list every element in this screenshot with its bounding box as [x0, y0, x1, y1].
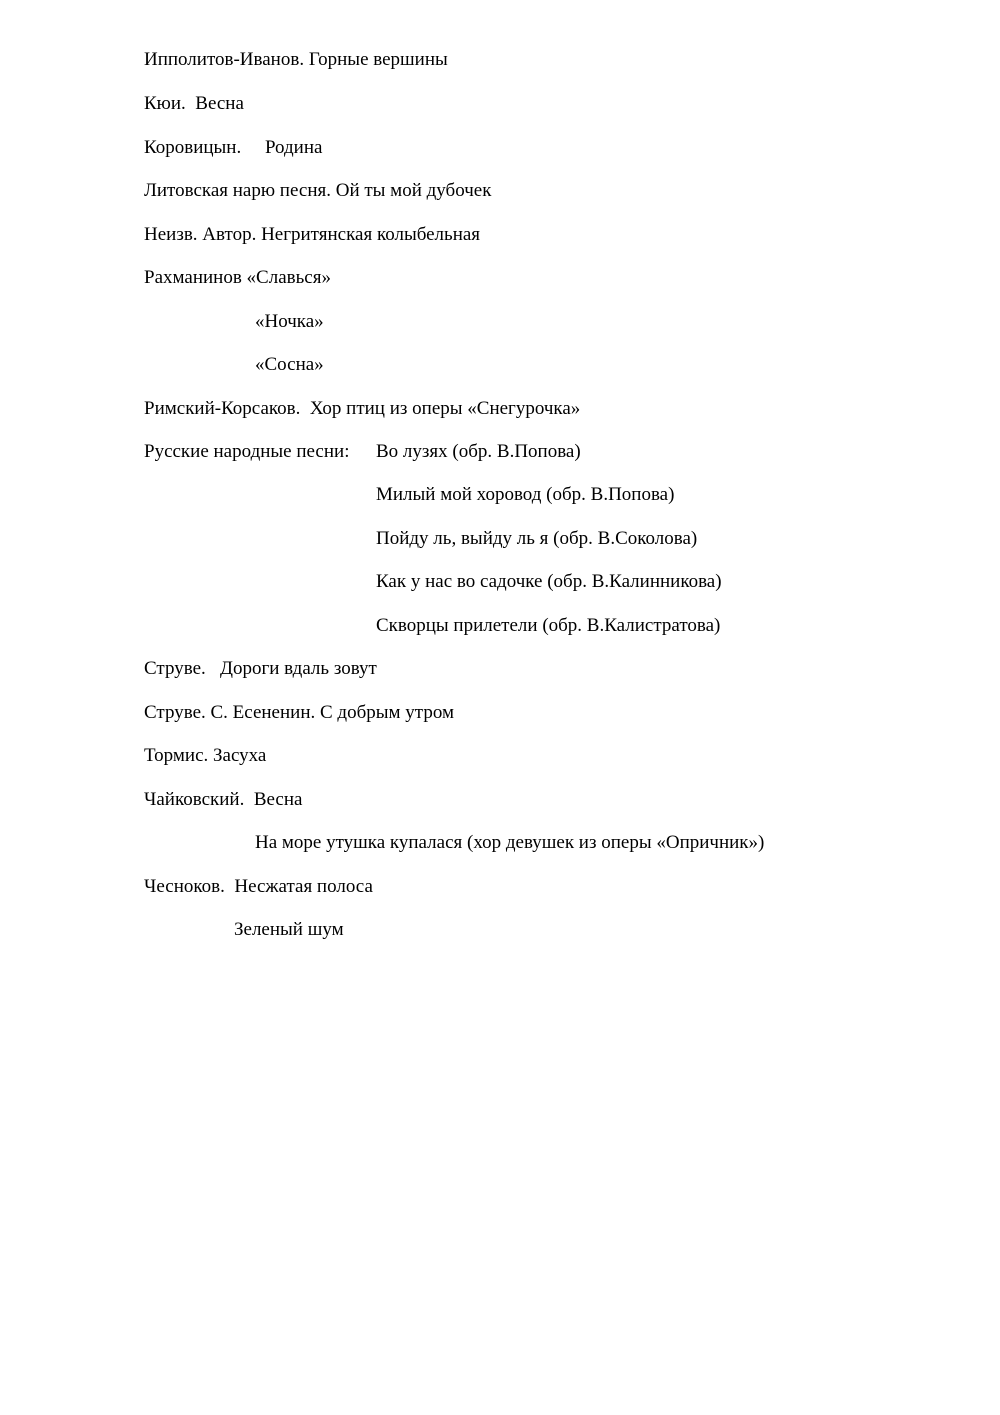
text-line: Чайковский. Весна	[144, 789, 303, 810]
text-line: Неизв. Автор. Негритянская колыбельная	[144, 224, 481, 245]
text-line: Римский-Корсаков. Хор птиц из оперы «Снегурочка»	[144, 398, 581, 419]
text-line: Пойду ль, выйду ль я (обр. В.Соколова)	[376, 528, 698, 549]
text-line: Кюи. Весна	[144, 93, 244, 114]
text-line: Ипполитов-Иванов. Горные вершины	[144, 49, 448, 70]
text-line: Во лузях (обр. В.Попова)	[376, 441, 581, 462]
text-line: «Ночка»	[255, 311, 324, 332]
text-line: Милый мой хоровод (обр. В.Попова)	[376, 484, 675, 505]
text-line: Тормис. Засуха	[144, 745, 267, 766]
text-line: Русские народные песни:	[144, 441, 350, 462]
text-line: Скворцы прилетели (обр. В.Калистратова)	[376, 615, 721, 636]
text-line: Как у нас во садочке (обр. В.Калинникова)	[376, 571, 722, 592]
text-line: На море утушка купалася (хор девушек из оперы «Опричник»)	[255, 832, 765, 853]
text-line: Рахманинов «Славься»	[144, 267, 331, 288]
text-line: Струве. С. Есененин. С добрым утром	[144, 702, 454, 723]
text-line: Струве. Дороги вдаль зовут	[144, 658, 377, 679]
text-line: Коровицын. Родина	[144, 137, 323, 158]
text-line: «Сосна»	[255, 354, 324, 375]
text-line: Литовская нарю песня. Ой ты мой дубочек	[144, 180, 492, 201]
text-line: Чесноков. Несжатая полоса	[144, 876, 373, 897]
text-line: Зеленый шум	[234, 919, 344, 940]
